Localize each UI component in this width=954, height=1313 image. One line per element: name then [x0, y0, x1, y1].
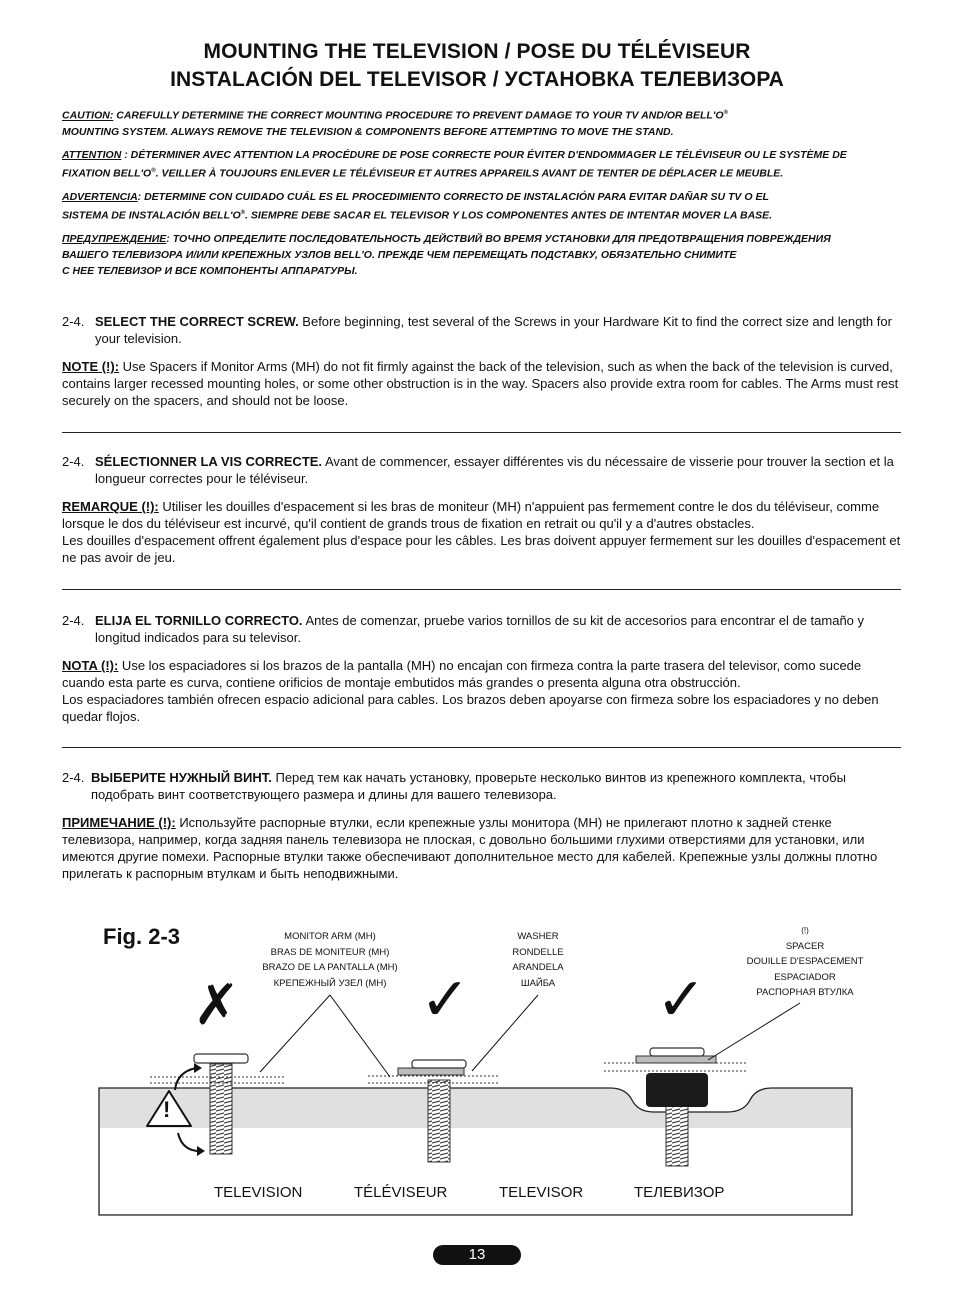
- caution-en-text2: MOUNTING SYSTEM. ALWAYS REMOVE THE TELEVISION & COMPONENTS BEFORE ATTEMPTING TO MOVE THE STAND.: [62, 125, 674, 138]
- step-ru-heading: ВЫБЕРИТЕ НУЖНЫЙ ВИНТ.: [91, 770, 272, 785]
- caution-es-reg: ®: [240, 210, 246, 216]
- note-fr-text2: Les douilles d'espacement offrent également plus d'espace pour les câbles. Les bras doivent appuyer fermement sur les douilles d'espacement et ne pas avoir de jeu.: [62, 533, 901, 565]
- callout-monitor-arm: [238, 929, 422, 991]
- step-es-text: Antes de comenzar, pruebe varios tornillos de su kit de accesorios para encontrar el de tamaño y longitud indicados para su televisor.: [95, 613, 865, 645]
- callout-washer-en: WASHER: [517, 931, 559, 942]
- caution-ru-label: ПРЕДУПРЕЖДЕНИЕ: [62, 233, 167, 245]
- callout-monitor-arm-ru: КРЕПЕЖНЫЙ УЗЕЛ (MH): [273, 977, 387, 989]
- callout-washer-ru: ШАЙБА: [520, 977, 556, 989]
- leader-washer: [472, 995, 538, 1071]
- tv-label-es: TELEVISOR: [499, 1184, 584, 1201]
- caution-ru-text1: : ТОЧНО ОПРЕДЕЛИТЕ ПОСЛЕДОВАТЕЛЬНОСТЬ ДЕЙСТВИЙ ВО ВРЕМЯ УСТАНОВКИ ДЛЯ ПРЕДОТВРАЩЕНИЯ ПОВРЕЖДЕНИЯ: [166, 233, 831, 245]
- warning-exclamation-icon: !: [163, 1097, 171, 1122]
- caution-fr-reg: ®: [151, 168, 156, 174]
- note-es-text: Use los espaciadores si los brazos de la pantalla (MH) no encajan con firmeza contra la parte trasera del televisor, como sucede cuando esta parte es curva, contiene orificios de montaje embutidos más grandes o presenta alguna otra obstrucción.: [62, 658, 862, 690]
- step-fr-number: 2-4.: [62, 454, 85, 469]
- tv-label-en: TELEVISION: [214, 1184, 303, 1201]
- note-es-text2: Los espaciadores también ofrecen espacio adicional para cables. Los brazos deben apoyarse con firmeza sobre los espaciadores y no deben quedar flojos.: [62, 692, 879, 724]
- caution-en-reg: ®: [723, 110, 728, 116]
- note-fr-label: REMARQUE (!):: [62, 499, 159, 514]
- note-ru-label: ПРИМЕЧАНИЕ (!):: [62, 815, 176, 830]
- note-en-text: Use Spacers if Monitor Arms (MH) do not fit firmly against the back of the television, such as when the back of the television is curved, contains larger recessed mounting holes, or some other obstruction is in the way. Spacers also provide extra room for cables. The Arms must rest securely on the spacers, and should not be loose.: [62, 359, 899, 408]
- note-es-label: NOTA (!):: [62, 658, 119, 673]
- callout-washer-es: ARANDELA: [512, 962, 564, 974]
- callout-monitor-arm-es: BRAZO DE LA PANTALLA (MH): [262, 962, 398, 974]
- caution-ru-text3: С НЕЕ ТЕЛЕВИЗОР И ВСЕ КОМПОНЕНТЫ АППАРАТУРЫ.: [62, 265, 358, 277]
- callout-spacer-en: SPACER: [785, 940, 825, 952]
- callout-washer-fr: RONDELLE: [512, 946, 564, 958]
- caution-es-text2b: . SIEMPRE DEBE SACAR EL TELEVISOR Y LOS COMPONENTES ANTES DE INTENTAR MOVER LA BASE.: [245, 209, 773, 222]
- leader-monitor-arm-1: [260, 995, 330, 1072]
- check-mark-icon-washer: ✓: [420, 966, 471, 1033]
- title-line-2: INSTALACIÓN DEL TELEVISOR / УСТАНОВКА ТЕЛЕВИЗОРА: [170, 68, 784, 91]
- caution-en-text1: CAREFULLY DETERMINE THE CORRECT MOUNTING PROCEDURE TO PREVENT DAMAGE TO YOUR TV AND/OR BELL'O: [113, 109, 724, 122]
- caution-fr-text1: : DÉTERMINER AVEC ATTENTION LA PROCÉDURE DE POSE CORRECTE POUR ÉVITER D'ENDOMMAGER LE TÉLÉVISEUR OU LE SYSTÈME DE: [121, 149, 847, 161]
- caution-es-text1: : DETERMINE CON CUIDADO CUÁL ES EL PROCEDIMIENTO CORRECTO DE INSTALACIÓN PARA EVITAR DAÑAR SU TV O EL: [137, 191, 769, 203]
- caution-fr-text2a: FIXATION BELL'O: [62, 167, 152, 180]
- step-ru-number: 2-4.: [62, 770, 85, 785]
- leader-monitor-arm-2: [330, 995, 390, 1077]
- note-fr-text: Utiliser les douilles d'espacement si les bras de moniteur (MH) n'appuient pas fermement contre le dos du téléviseur, comme lorsque le dos du téléviseur est incurvé, qu'il contient de grands trous de fixation en retrait ou qu'il y a d'autres obstacles.: [62, 499, 880, 531]
- callout-monitor-arm-en: MONITOR ARM (MH): [284, 931, 376, 942]
- step-fr-text: Avant de commencer, essayer différentes vis du nécessaire de visserie pour trouver la section et la longueur correctes pour le téléviseur.: [95, 454, 894, 486]
- step-es-number: 2-4.: [62, 613, 85, 628]
- note-ru-text: Используйте распорные втулки, если крепежные узлы монитора (MH) не прилегают плотно к задней стенке телевизора, например, когда задняя панель телевизора не плоская, с довольно большими глухими отверстиями для установки, или имеются другие помехи. Распорные втулки также обеспечивают дополнительное место для кабелей. Крепежные узлы должны плотно прилегать к распорным втулкам и быть неподвижными.: [62, 815, 878, 881]
- callout-spacer-ru: РАСПОРНАЯ ВТУЛКА: [756, 987, 854, 999]
- check-mark-icon-spacer: ✓: [656, 966, 707, 1033]
- callout-spacer: [722, 923, 888, 1001]
- callout-monitor-arm-fr: BRAS DE MONITEUR (MH): [270, 946, 390, 958]
- callout-spacer-es: ESPACIADOR: [774, 971, 836, 983]
- step-en-text: Before beginning, test several of the Screws in your Hardware Kit to find the correct size and length for your television.: [95, 314, 892, 346]
- step-fr-heading: SÉLECTIONNER LA VIS CORRECTE.: [95, 454, 323, 469]
- callout-washer: [488, 929, 588, 991]
- wrong-mark-icon: ✗: [193, 973, 240, 1036]
- tv-label-fr: TÉLÉVISEUR: [354, 1184, 448, 1201]
- page-number: 13: [433, 1245, 521, 1265]
- note-en-label: NOTE (!):: [62, 359, 120, 374]
- callout-spacer-fr: DOUILLE D'ESPACEMENT: [746, 956, 864, 968]
- tv-label-ru: ТЕЛЕВИЗОР: [634, 1184, 725, 1201]
- leader-spacer: [708, 1003, 800, 1060]
- caution-en-label: CAUTION:: [62, 109, 114, 122]
- caution-es-label: ADVERTENCIA: [62, 191, 138, 203]
- step-ru-text: Перед тем как начать установку, проверьте несколько винтов из крепежного комплекта, чтобы подобрать винт соответствующего размера и длины для вашего телевизора.: [91, 770, 846, 802]
- step-es-heading: ELIJA EL TORNILLO CORRECTO.: [95, 613, 303, 628]
- step-en-heading: SELECT THE CORRECT SCREW.: [95, 314, 299, 329]
- title-line-1: MOUNTING THE TELEVISION / POSE DU TÉLÉVISEUR: [203, 40, 751, 63]
- callout-spacer-marker: (!): [801, 926, 809, 935]
- caution-ru-text2: ВАШЕГО ТЕЛЕВИЗОРА И/ИЛИ КРЕПЕЖНЫХ УЗЛОВ BELL'O. ПРЕЖДЕ ЧЕМ ПЕРЕМЕЩАТЬ ПОДСТАВКУ, ОБЯЗАТЕЛЬНО СНИМИТЕ: [62, 249, 737, 261]
- step-en-number: 2-4.: [62, 314, 85, 329]
- caution-fr-label: ATTENTION: [62, 149, 122, 161]
- caution-fr-text2b: . VEILLER À TOUJOURS ENLEVER LE TÉLÉVISEUR ET AUTRES APPAREILS AVANT DE TENTER DE DÉPLACER LE MEUBLE.: [155, 167, 784, 180]
- figure-label: Fig. 2-3: [103, 924, 181, 949]
- caution-es-text2a: SISTEMA DE INSTALACIÓN BELL'O: [62, 209, 241, 222]
